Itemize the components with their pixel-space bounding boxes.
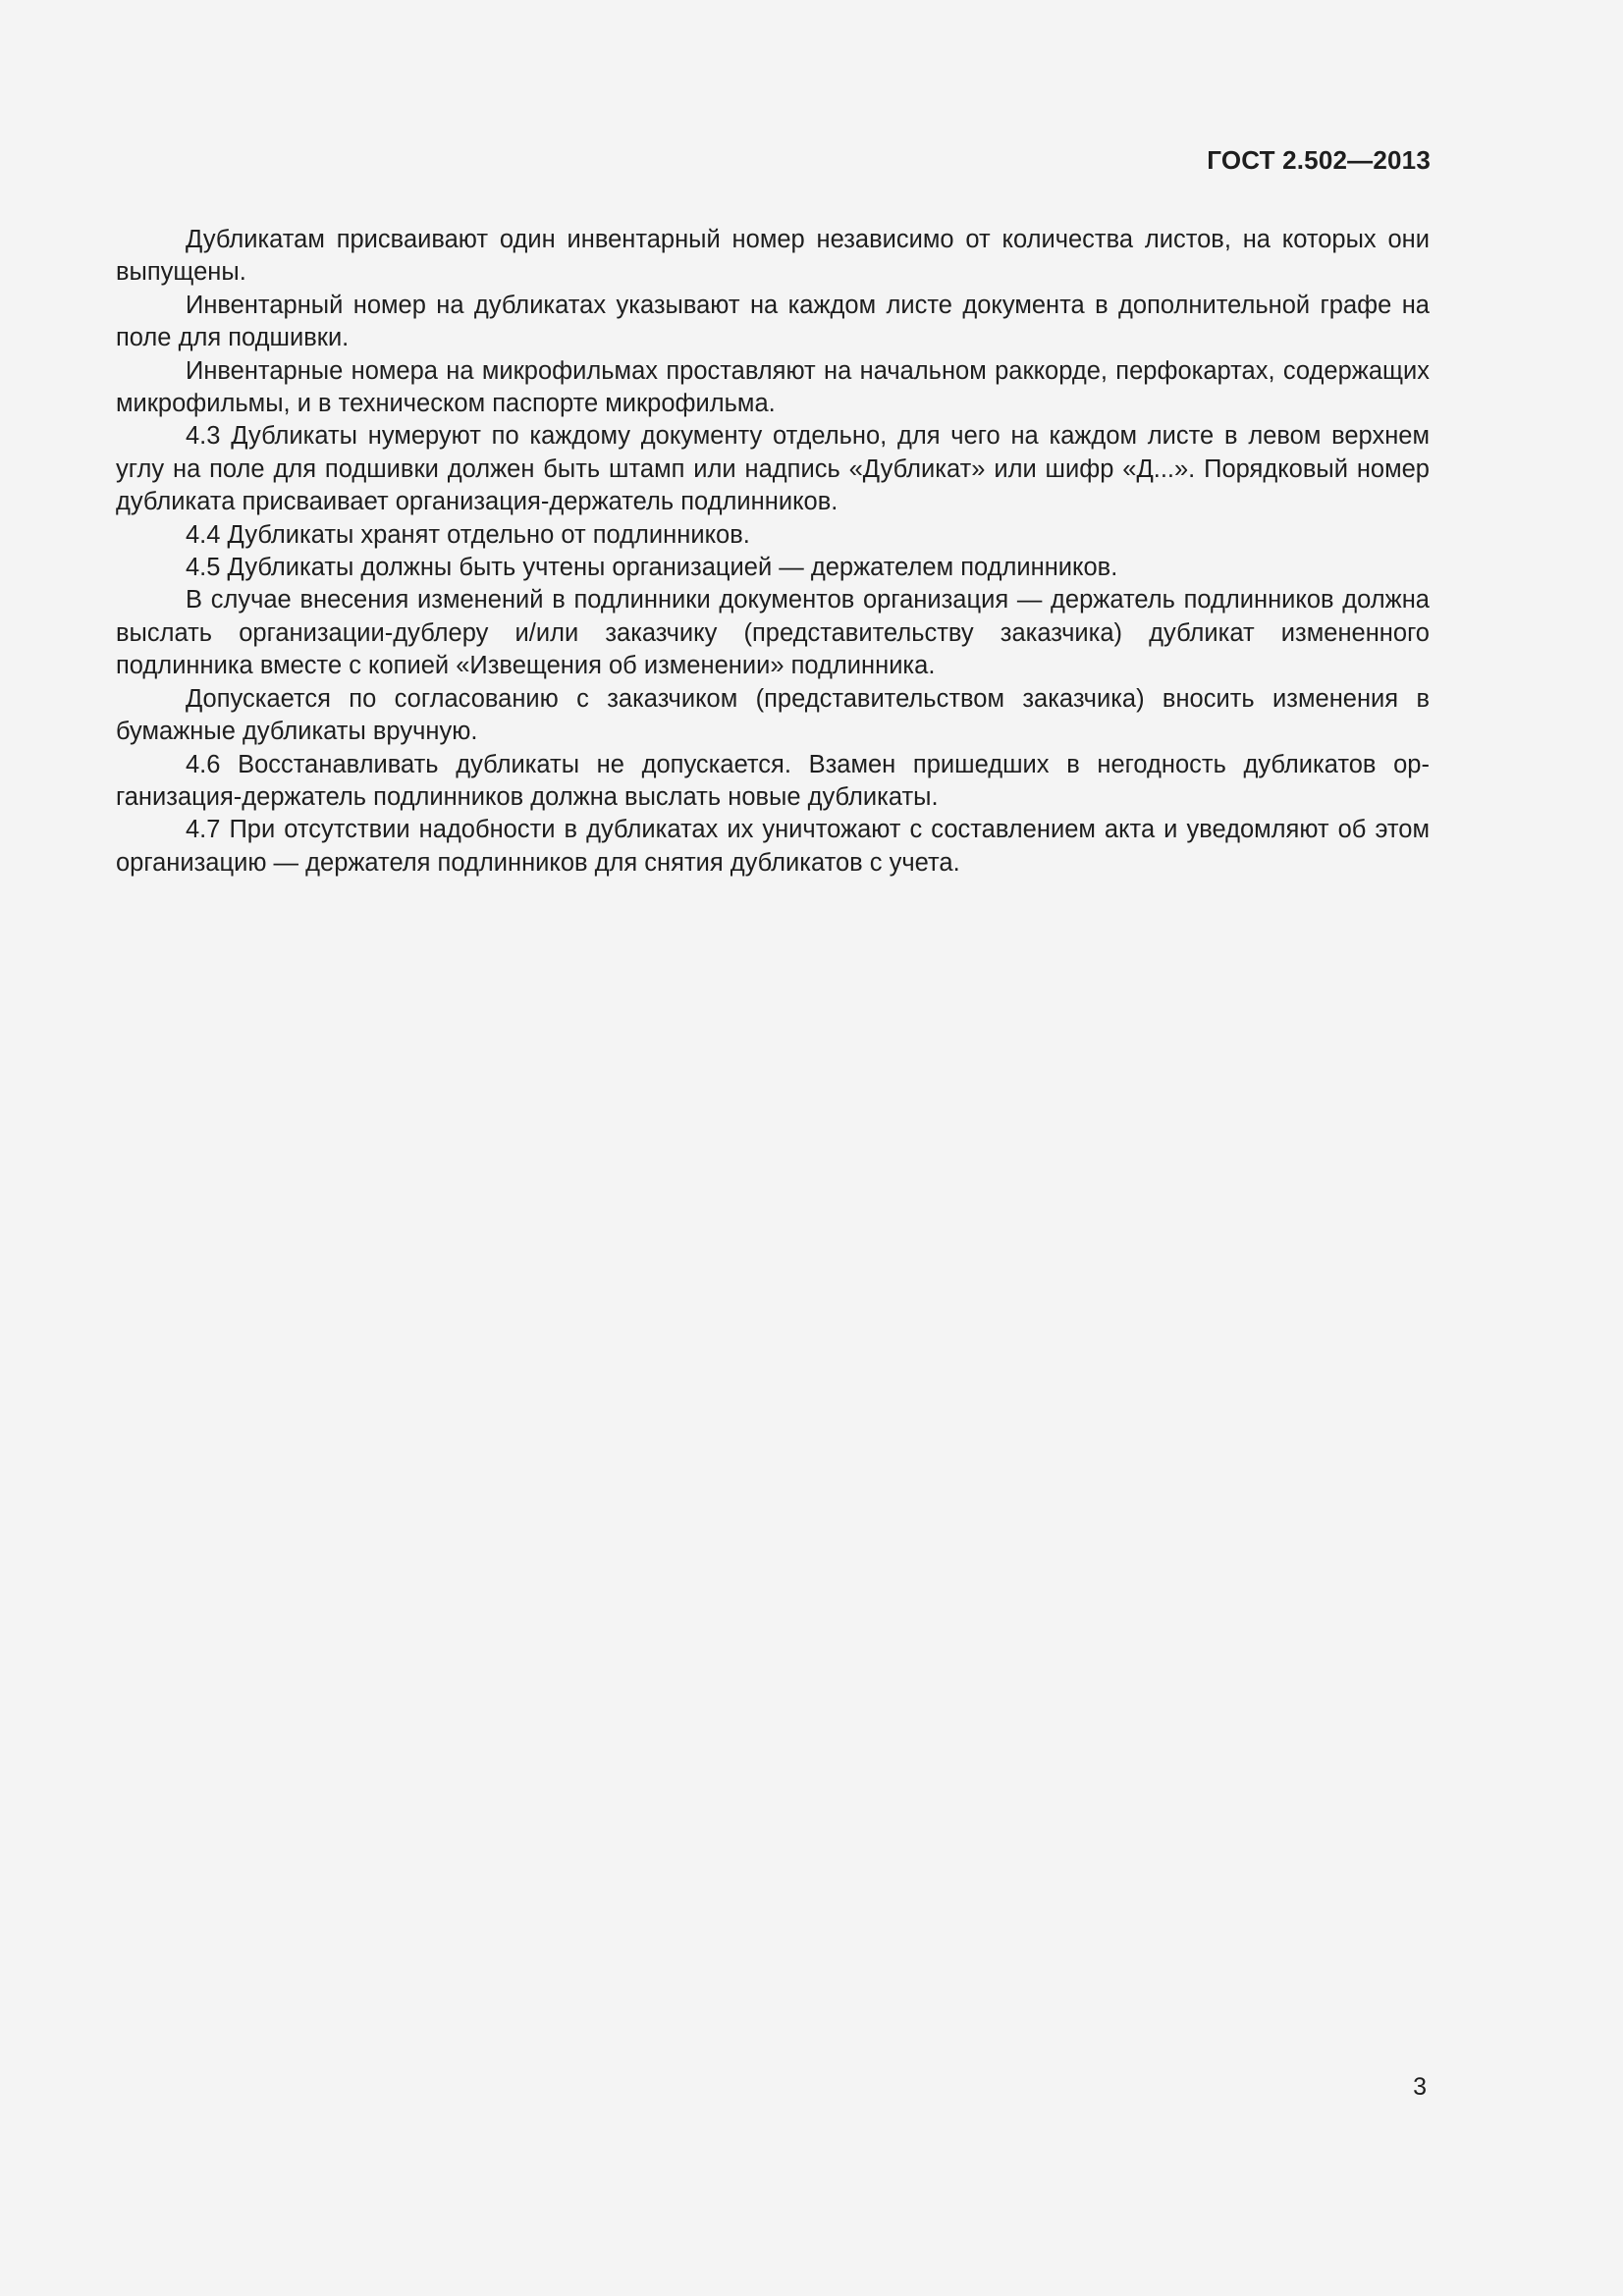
- paragraph: Дубликатам присваивают один инвентарный номер независимо от количества листов, на которых они выпущены.: [116, 226, 1430, 287]
- paragraph: 4.4 Дубликаты хранят отдельно от подлинников.: [186, 520, 750, 549]
- document-standard-id: ГОСТ 2.502—2013: [1207, 145, 1431, 175]
- paragraph: 4.6 Восстанавливать дубликаты не допускается. Взамен пришедших в негодность дубликатов организация-держатель подлинников должна выслать новые дубликаты.: [116, 750, 1430, 811]
- page-number: 3: [1413, 2073, 1427, 2101]
- document-body: [116, 224, 1430, 880]
- paragraph: Инвентарный номер на дубликатах указывают на каждом листе документа в дополнительной графе на поле для подшивки.: [116, 291, 1430, 352]
- paragraph: 4.5 Дубликаты должны быть учтены организацией — держателем подлинников.: [186, 554, 1118, 582]
- paragraph: 4.7 При отсутствии надобности в дубликатах их уничтожают с составлением акта и уведомляют об этом организацию — держателя подлинников для снятия дубликатов с учета.: [116, 816, 1430, 877]
- paragraph: 4.3 Дубликаты нумеруют по каждому документу отдельно, для чего на каждом листе в левом верхнем углу на поле для подшивки должен быть штамп или надпись «Дубликат» или шифр «Д...». Порядковый номер дубликата присваивает организация-держатель подлинников.: [116, 422, 1430, 516]
- paragraph: В случае внесения изменений в подлинники документов организация — держатель подлинников должна выслать организации-дублеру и/или заказчику (представительству заказчика) дубликат измененного подлинника вместе с копией «Извещения об изменении» подлинника.: [116, 586, 1430, 680]
- paragraph: Инвентарные номера на микрофильмах проставляют на начальном раккорде, перфокартах, содержащих микрофильмы, и в техническом паспорте микрофильма.: [116, 356, 1430, 418]
- paragraph: Допускается по согласованию с заказчиком (представительством заказчика) вносить изменения в бумажные дубликаты вручную.: [116, 684, 1430, 746]
